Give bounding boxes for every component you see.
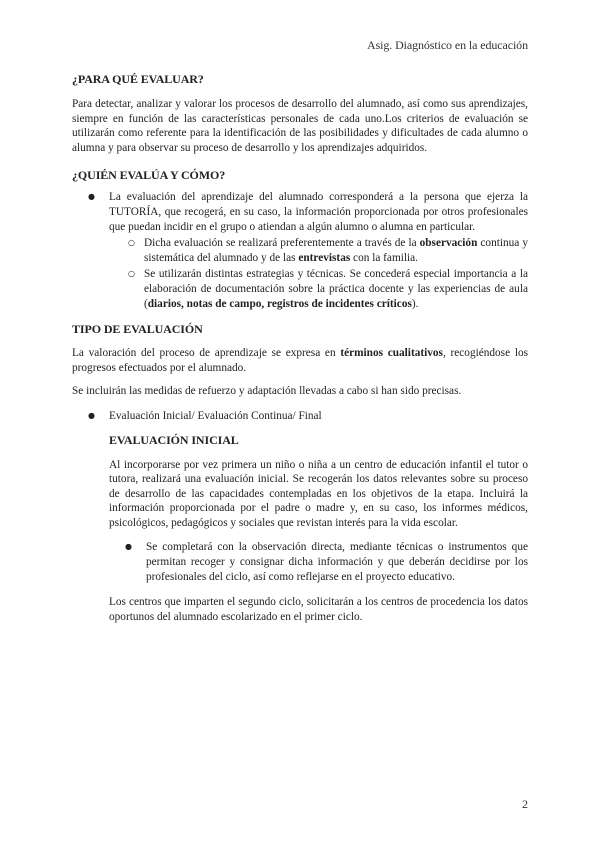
list-quien-evalua (72, 190, 528, 311)
heading-para-que-evaluar: ¿PARA QUÉ EVALUAR? (72, 72, 204, 86)
text-run: continua y sistemática del alumnado y de las (144, 237, 528, 264)
list-item (72, 409, 528, 424)
page-number: 2 (522, 797, 528, 811)
text-run: Se utilizarán distintas estrategias y técnicas. Se concederá especial importancia a la elaboración de documentación sobre la práctica docente y las experiencias de aula ( (144, 268, 528, 310)
page-header: Asig. Diagnóstico en la educación (367, 38, 528, 52)
text-run: ). (411, 297, 419, 310)
list-item-text: La evaluación del aprendizaje del alumnado corresponderá a la persona que ejerza la TUTORÍA, que recogerá, en su caso, la información proporcionada por otros profesionales que puedan incidir en el grupo o atiendan a algún alumno o alumna en particular. (109, 191, 528, 233)
heading-quien-evalua: ¿QUIÉN EVALÚA Y CÓMO? (72, 168, 226, 183)
evaluacion-inicial-block (72, 433, 528, 625)
bold-run: observación (419, 237, 478, 250)
heading-tipo-evaluacion: TIPO DE EVALUACIÓN (72, 322, 203, 337)
sublist (109, 236, 528, 311)
paragraph-centros: Los centros que imparten el segundo ciclo, solicitarán a los centros de procedencia los datos oportunos del alumnado escolarizado en el primer ciclo. (109, 596, 528, 623)
text-run: , recogiéndose los progresos efectuados por el alumnado. (72, 347, 529, 374)
text-run: con la familia. (350, 251, 418, 264)
paragraph-para-que: Para detectar, analizar y valorar los procesos de desarrollo del alumnado, así como sus aprendizajes, siempre en función de las características personales de cada uno.Los criterios de evaluación se utilizarán como referente para la identificación de las posibilidades y dificultades de cada alumno o alumna y para observar su proceso de desarrollo y los aprendizajes adquiridos. (72, 98, 528, 154)
bold-run: diarios, notas de campo, registros de incidentes críticos (147, 297, 412, 310)
list-completara (109, 540, 528, 584)
text-run: La valoración del proceso de aprendizaje se expresa en (72, 347, 341, 360)
text-run: Dicha evaluación se realizará preferentemente a través de la (144, 237, 420, 250)
list-item-text: Se completará con la observación directa, mediante técnicas o instrumentos que permitan recoger y consignar dicha información y que deberán decidirse por los profesionales del ciclo, así como reflejarse en el proyecto educativo. (146, 541, 528, 583)
list-item-text: Evaluación Inicial/ Evaluación Continua/ Final (109, 409, 322, 422)
bold-run: términos cualitativos (340, 347, 443, 360)
list-tipos (72, 409, 528, 424)
list-item (109, 236, 528, 265)
bold-run: entrevistas (298, 251, 351, 264)
list-item (109, 540, 528, 584)
paragraph-valoracion (72, 346, 528, 375)
list-item (72, 190, 528, 311)
list-item (109, 267, 528, 311)
page-content (72, 70, 528, 624)
paragraph-incorporarse: Al incorporarse por vez primera un niño o niña a un centro de educación infantil el tutor o tutora, realizará una evaluación inicial. Se recogerán los datos relevantes sobre su proceso de desarrollo de las capacidades contempladas en los objetivos de la etapa. Incluirá la información proporcionada por el padre o madre y, en su caso, los informes médicos, psicológicos, pedagógicos y sociales que revistan interés para la vida escolar. (109, 458, 528, 529)
paragraph-medidas: Se incluirán las medidas de refuerzo y adaptación llevadas a cabo si han sido precisas. (72, 385, 462, 398)
heading-evaluacion-inicial: EVALUACIÓN INICIAL (109, 432, 239, 447)
